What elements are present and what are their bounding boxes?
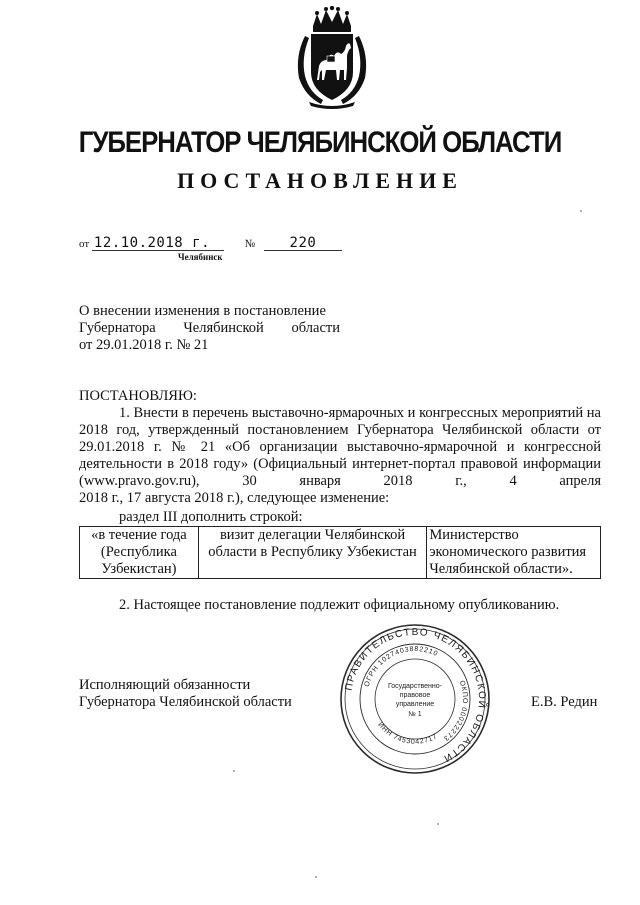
seal-ogrn: ОГРН 1027403882210	[363, 645, 440, 688]
table-cell-responsible: Министерство экономического развития Челябинской области».	[427, 527, 601, 579]
document-type: ПОСТАНОВЛЕНИЕ	[177, 168, 463, 193]
table-intro: раздел III дополнить строкой:	[119, 509, 303, 525]
scan-speck	[580, 210, 582, 212]
date-number-row	[79, 236, 342, 251]
svg-text:ИНН 7453042717	[376, 721, 438, 746]
seal-outer-text: ПРАВИТЕЛЬСТВО ЧЕЛЯБИНСКОЙ ОБЛАСТИ	[343, 626, 488, 765]
scan-speck	[315, 876, 317, 878]
table-cell-event: визит делегации Челябинской области в Республику Узбекистан	[198, 527, 427, 579]
svg-text:ОКПО 00022273	[442, 680, 468, 742]
signer-title-line: Исполняющий обязанности	[79, 677, 251, 693]
signer-title	[79, 677, 292, 711]
table-row	[80, 527, 601, 579]
seal-inn: ИНН 7453042717	[376, 721, 439, 746]
signer-name: Е.В. Редин	[531, 694, 598, 710]
page-title: ГУБЕРНАТОР ЧЕЛЯБИНСКОЙ ОБЛАСТИ	[78, 126, 562, 159]
table-cell-when: «в течение года (Республика Узбекистан)	[80, 527, 199, 579]
seal-center-line: управление	[395, 701, 435, 708]
paragraph-1-last-line: 2018 г., 17 августа 2018 г.), следующее изменение:	[79, 490, 390, 506]
subject-line: от 29.01.2018 г. № 21	[79, 337, 209, 353]
signer-title-line: Губернатора Челябинской области	[79, 694, 292, 710]
number-sign: №	[244, 238, 256, 250]
paragraph-1	[79, 405, 601, 507]
document-number: 220	[264, 236, 342, 251]
paragraph-2: 2. Настоящее постановление подлежит официальному опубликованию.	[119, 597, 560, 613]
document-subject	[79, 303, 340, 354]
events-table	[79, 526, 601, 579]
document-date: 12.10.2018 г.	[92, 236, 224, 251]
paragraph-1-text: 1. Внести в перечень выставочно-ярмарочных и конгрессных мероприятий на 2018 год, утвержденный постановлением Губернатора Челябинской области от 29.01.2018 г. № 21 «Об организации выставочно-ярмарочной и конгрессной деятельности в 2018 году» (Официальный интернет-портал правовой информации (www.pravo.gov.ru), 30 января 2018 г., 4 апреля	[79, 405, 601, 489]
subject-line: О внесении изменения в постановление	[79, 303, 326, 319]
decree-word: ПОСТАНОВЛЯЮ:	[79, 388, 197, 404]
scan-speck	[233, 770, 235, 772]
city-label: Челябинск	[178, 252, 223, 262]
official-seal	[338, 622, 492, 776]
seal-okpo: ОКПО 00022273	[441, 679, 469, 743]
seal-center-line: № 1	[408, 711, 422, 718]
scan-speck	[437, 823, 439, 825]
seal-center-line: правовое	[399, 692, 431, 699]
date-prefix: от	[79, 238, 90, 250]
coat-of-arms-icon	[291, 6, 373, 110]
subject-line: Губернатора Челябинской области	[79, 320, 340, 336]
seal-center-line: Государственно-	[387, 683, 443, 690]
